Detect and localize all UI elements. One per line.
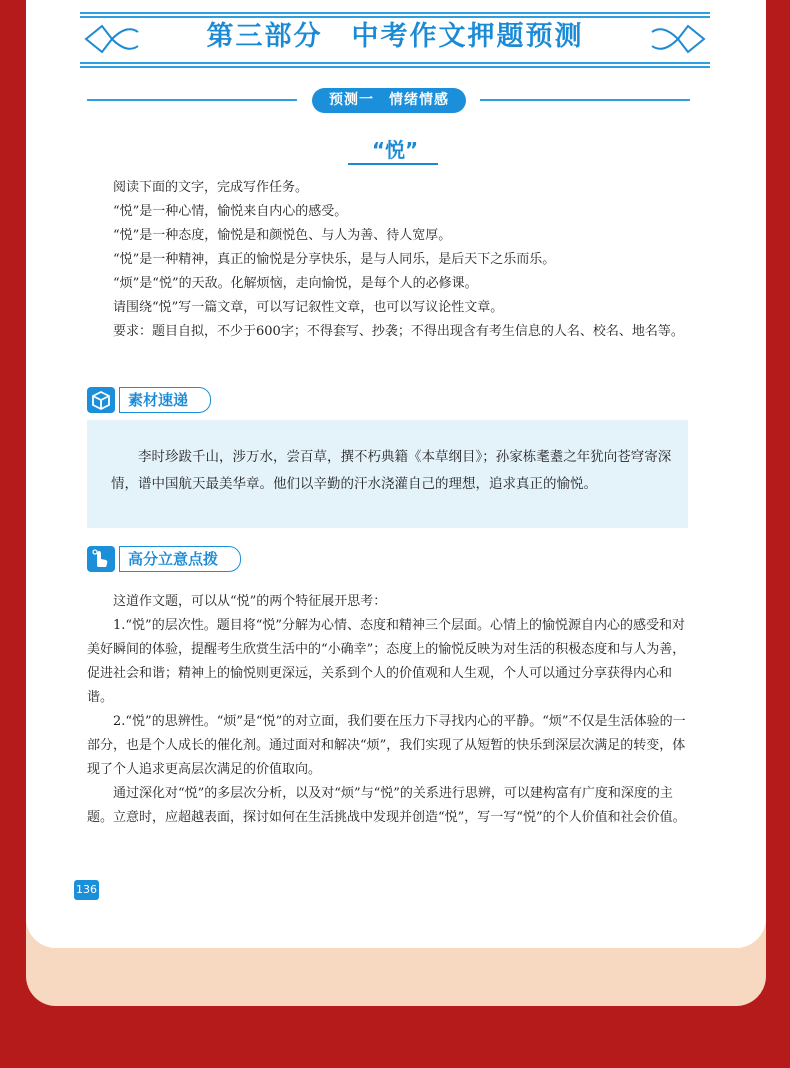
prompt-block [87,176,697,344]
topic-underline [348,163,438,165]
guidance-block [87,590,689,830]
topic-title: “悦” [371,138,419,162]
guidance-paragraph: 这道作文题，可以从“悦”的两个特征展开思考： [113,594,387,609]
material-box [87,420,688,528]
prompt-line: 请围绕“悦”写一篇文章，可以写记叙性文章，也可以写议论性文章。 [113,300,504,315]
guidance-paragraph: 2.“悦”的思辨性。“烦”是“悦”的对立面，我们要在压力下寻找内心的平静。“烦”不仅是生活体验的一部分，也是个人成长的催化剂。通过面对和解决“烦”，我们实现了从短暂的快乐到深层次满足的转变，体现了个人追求更高层次满足的价值取向。 [87,714,686,777]
section-pill: 预测一 情绪情感 [312,88,466,113]
banner-rule-bottom-2 [80,66,710,68]
cube-icon [87,387,115,413]
material-text: 李时珍跋千山，涉万水，尝百草，撰不朽典籍《本草纲目》；孙家栋耄耋之年犹向苍穹寄深情，谱中国航天最美华章。他们以辛勤的汗水浇灌自己的理想，追求真正的愉悦。 [111,449,672,492]
material-heading-label: 素材速递 [119,387,211,413]
prompt-line: “烦”是“悦”的天敌。化解烦恼，走向愉悦，是每个人的必修课。 [113,276,478,291]
guidance-paragraph: 通过深化对“悦”的多层次分析，以及对“烦”与“悦”的关系进行思辨，可以建构富有广度和深度的主题。立意时，应超越表面，探讨如何在生活挑战中发现并创造“悦”，写一写“悦”的个人价值和社会价值。 [87,786,686,825]
pointer-hand-icon [87,546,115,572]
prompt-line: “悦”是一种心情，愉悦来自内心的感受。 [113,204,348,219]
pill-rule-left [87,99,297,101]
part-title: 第三部分 中考作文押题预测 [206,21,584,52]
prompt-line: “悦”是一种态度，愉悦是和颜悦色、与人为善、待人宽厚。 [113,228,452,243]
prompt-line: 阅读下面的文字，完成写作任务。 [113,180,309,195]
banner-rule-bottom [80,62,710,64]
prompt-line: 要求：题目自拟，不少于600字；不得套写、抄袭；不得出现含有考生信息的人名、校名、地名等。 [113,324,684,339]
guidance-heading-label: 高分立意点拨 [119,546,241,572]
prompt-line: “悦”是一种精神，真正的愉悦是分享快乐，是与人同乐，是后天下之乐而乐。 [113,252,556,267]
page-number: 136 [74,880,99,900]
pill-rule-right [480,99,690,101]
guidance-paragraph: 1.“悦”的层次性。题目将“悦”分解为心情、态度和精神三个层面。心情上的愉悦源自内心的感受和对美好瞬间的体验，提醒考生欣赏生活中的“小确幸”；态度上的愉悦反映为对生活的积极态度和与人为善，促进社会和谐；精神上的愉悦则更深远，关系到个人的价值观和人生观，个人可以通过分享获得内心和谐。 [87,618,686,705]
